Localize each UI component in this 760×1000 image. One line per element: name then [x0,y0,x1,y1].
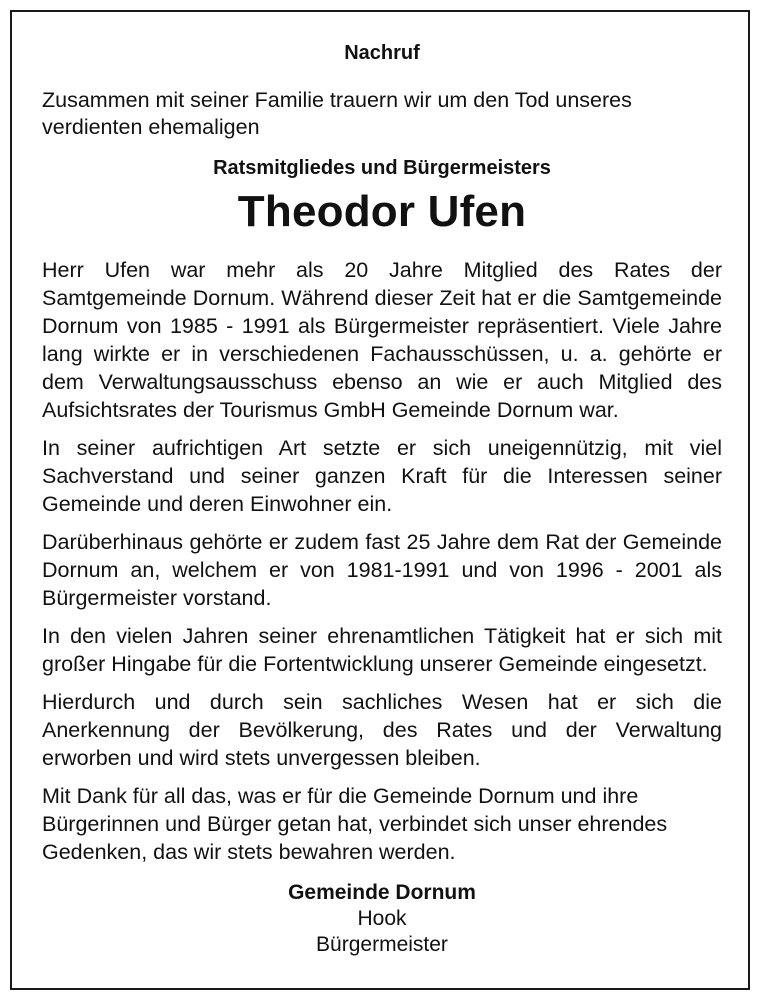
paragraph-gratitude: Mit Dank für all das, was er für die Gemeinde Dornum und ihre Bürgerinnen und Bürger getan hat, verbindet sich unser ehrendes Gedenken, das wir stets bewahren werden. [42,784,668,864]
paragraph-career: Herr Ufen war mehr als 20 Jahre Mitglied des Rates der Samtgemeinde Dornum. Während dieser Zeit hat er die Samtgemeinde Dornum von 1985 - 1991 als Bürgermeister repräsentiert. Viele Jahre lang wirkte er in verschiedenen Fachausschüssen, u. a. gehörte er dem Verwaltungsausschuss ebenso an wie er auch Mitglied des Aufsichtsrates der Tourismus GmbH Gemeinde Dornum war. [42,258,722,422]
obituary-frame [10,10,750,990]
deceased-name: Theodor Ufen [237,187,527,236]
intro-text: Zusammen mit seiner Familie trauern wir um den Tod unseres verdienten ehemaligen [42,88,632,139]
paragraph-recognition: Hierdurch und durch sein sachliches Wesen hat er sich die Anerkennung der Bevölkerung, des Rates und der Verwaltung erworben und wird stets unvergessen bleiben. [42,690,722,770]
signature-title: Bürgermeister [316,933,448,956]
signature-person: Hook [357,907,407,930]
notice-heading: Nachruf [344,42,420,64]
paragraph-volunteer: In den vielen Jahren seiner ehrenamtlichen Tätigkeit hat er sich mit großer Hingabe für die Fortentwicklung unserer Gemeinde eingesetzt. [42,624,722,676]
signature-organization: Gemeinde Dornum [288,881,476,904]
signature-block [42,880,722,958]
paragraph-council: Darüberhinaus gehörte er zudem fast 25 Jahre dem Rat der Gemeinde Dornum an, welchem er von 1981-1991 und von 1996 - 2001 als Bürgermeister vorstand. [42,530,722,610]
deceased-role: Ratsmitgliedes und Bürgermeisters [213,157,551,179]
obituary-content [42,34,722,958]
paragraph-character: In seiner aufrichtigen Art setzte er sich uneigennützig, mit viel Sachverstand und seiner ganzen Kraft für die Interessen seiner Gemeinde und deren Einwohner ein. [42,436,722,516]
